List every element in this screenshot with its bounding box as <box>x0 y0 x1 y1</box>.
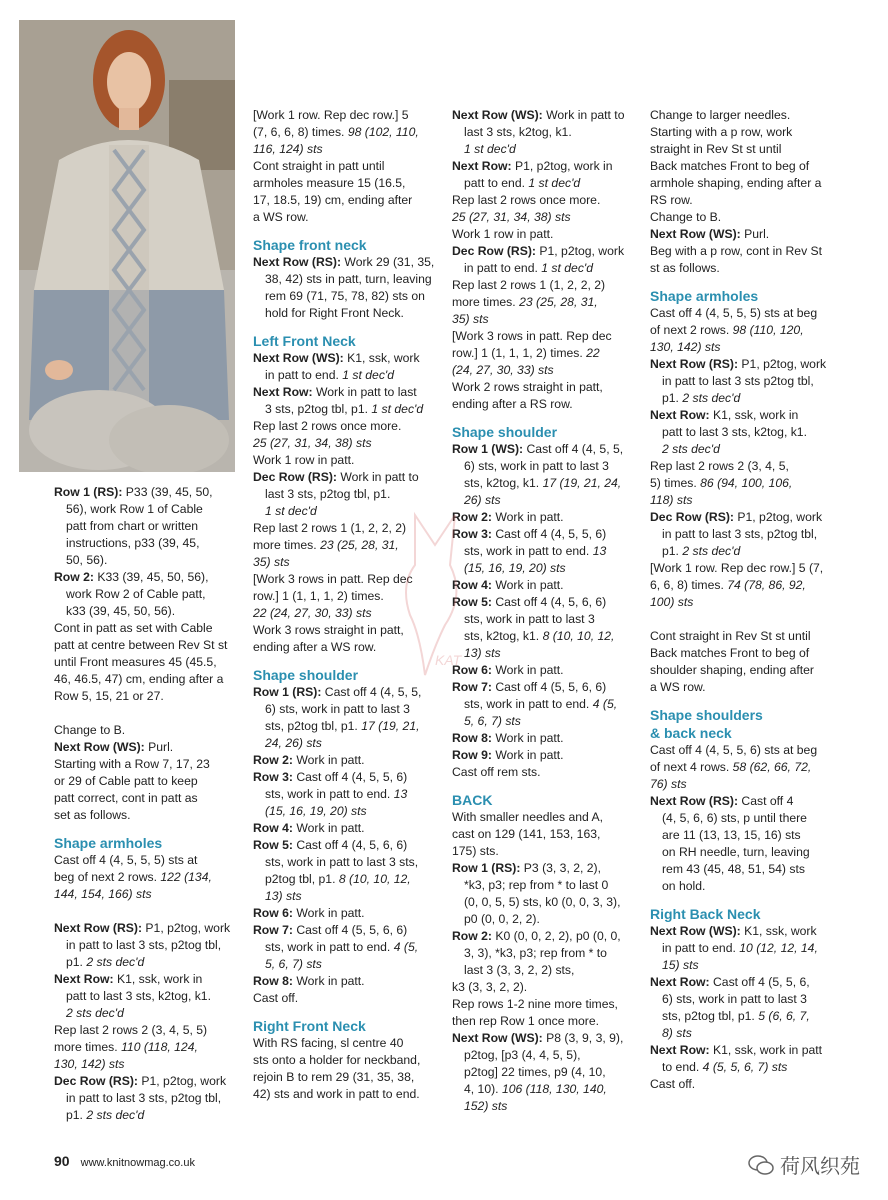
text: [Work 3 rows in patt. Rep dec <box>452 329 612 343</box>
text: Cont straight in patt until <box>253 159 385 173</box>
text: Work in patt. <box>495 748 564 762</box>
text: Back matches Front to beg of <box>650 159 810 173</box>
text: p2tog, [p3 (4, 4, 5, 5), <box>464 1048 581 1062</box>
text: p1. <box>66 955 83 969</box>
text: Work in patt. <box>296 753 365 767</box>
text: patt to last 3 sts, k2tog, k1. <box>66 989 211 1003</box>
column-4 <box>650 107 840 1093</box>
text: rem 69 (71, 75, 78, 82) sts on <box>265 289 425 303</box>
stitch-count: 8 (10, 10, 12, <box>338 872 411 886</box>
stitch-count: 2 sts dec'd <box>86 955 145 969</box>
stitch-count: 58 (62, 66, 72, <box>732 760 812 774</box>
row-label: Next Row: <box>650 408 710 422</box>
text: P1, p2tog, work <box>141 1074 227 1088</box>
stitch-count: 130, 142) sts <box>54 1057 125 1071</box>
text: in patt to end. <box>265 368 339 382</box>
row-label: Row 1 (RS): <box>452 861 521 875</box>
text: Work in patt. <box>495 510 564 524</box>
text: ending after a RS row. <box>452 397 573 411</box>
text: row.] 1 (1, 1, 1, 2) times. <box>253 589 384 603</box>
footer <box>54 1153 195 1169</box>
stitch-count: 17 (19, 21, 24, <box>542 476 622 490</box>
text: Change to B. <box>54 723 126 737</box>
text: cast on 129 (141, 153, 163, <box>452 827 601 841</box>
model-photo <box>19 20 235 472</box>
text: k3 (3, 3, 2, 2). <box>452 980 528 994</box>
text: K0 (0, 0, 2, 2), p0 (0, 0, <box>495 929 621 943</box>
row-label: Next Row: <box>253 385 313 399</box>
row-label: Next Row (WS): <box>54 740 145 754</box>
text: Work in patt to <box>546 108 625 122</box>
section-heading: Shape armholes <box>650 288 759 304</box>
text: Purl. <box>148 740 174 754</box>
text: (4, 5, 6, 6) sts, p until there <box>662 811 807 825</box>
section-heading: Shape shoulder <box>452 424 558 440</box>
text: Work 29 (31, 35, <box>344 255 435 269</box>
stitch-count: 2 sts dec'd <box>86 1108 145 1122</box>
text: With RS facing, sl centre 40 <box>253 1036 404 1050</box>
text: patt from chart or written <box>66 519 199 533</box>
text: 46, 46.5, 47) cm, ending after a <box>54 672 224 686</box>
stitch-count: 35) sts <box>452 312 489 326</box>
stitch-count: 10 (12, 12, 14, <box>739 941 818 955</box>
row-label: Next Row: <box>54 972 114 986</box>
text: Cast off 4 (4, 5, 6, 6) <box>495 595 607 609</box>
row-label: Next Row (WS): <box>452 108 543 122</box>
row-label: Next Row: <box>452 159 512 173</box>
text: Rep last 2 rows once more. <box>452 193 601 207</box>
text: 56), work Row 1 of Cable <box>66 502 203 516</box>
section-heading: Shape front neck <box>253 237 367 253</box>
text: 38, 42) sts in patt, turn, leaving <box>265 272 432 286</box>
text: 6) sts, work in patt to last 3 <box>265 702 410 716</box>
text: last 3 sts, p2tog tbl, p1. <box>265 487 391 501</box>
text: Rep last 2 rows 2 (3, 4, 5, 5) <box>54 1023 208 1037</box>
column-3 <box>452 107 642 1115</box>
text: Cast off 4 (5, 5, 6, <box>712 975 810 989</box>
stitch-count: 13 <box>592 544 607 558</box>
section-heading: Right Back Neck <box>650 906 761 922</box>
text: in patt to last 3 sts p2tog tbl, <box>662 374 814 388</box>
text: K1, ssk, work in patt <box>712 1043 823 1057</box>
text: p2tog] 22 times, p9 (4, 10, <box>464 1065 606 1079</box>
text: [Work 3 rows in patt. Rep dec <box>253 572 413 586</box>
text: shoulder shaping, ending after <box>650 663 814 677</box>
text: Rep last 2 rows 1 (1, 2, 2, 2) <box>253 521 407 535</box>
row-label: Next Row: <box>650 1043 710 1057</box>
text: straight in Rev St st until <box>650 142 782 156</box>
stitch-count: 130, 142) sts <box>650 340 721 354</box>
row-label: Row 7: <box>253 923 293 937</box>
text: 6) sts, work in patt to last 3 <box>464 459 609 473</box>
text: 17, 18.5, 19) cm, ending after <box>253 193 413 207</box>
text: patt to end. <box>464 176 525 190</box>
text: last 3 sts, k2tog, k1. <box>464 125 572 139</box>
text: sts, p2tog tbl, p1. <box>662 1009 755 1023</box>
stitch-count: 2 sts dec'd <box>682 391 741 405</box>
row-label: Row 9: <box>452 748 492 762</box>
text: Cast off rem sts. <box>452 765 541 779</box>
row-label: Dec Row (RS): <box>253 470 337 484</box>
text: Work in patt. <box>495 578 564 592</box>
text: P8 (3, 9, 3, 9), <box>546 1031 624 1045</box>
row-label: Row 2: <box>253 753 293 767</box>
stitch-count: 8 (10, 10, 12, <box>542 629 615 643</box>
text: sts, k2tog, k1. <box>464 629 540 643</box>
text: are 11 (13, 13, 15, 16) sts <box>662 828 801 842</box>
text: in patt to end. <box>662 941 736 955</box>
row-label: Next Row (WS): <box>452 1031 543 1045</box>
text: Change to larger needles. <box>650 108 791 122</box>
row-label: Row 2: <box>452 929 492 943</box>
stitch-count: 118) sts <box>650 493 693 507</box>
text: *k3, p3; rep from * to last 0 <box>464 878 609 892</box>
stitch-count: 98 (102, 110, <box>347 125 419 139</box>
text: sts, p2tog tbl, p1. <box>265 719 358 733</box>
text: 3, 3), *k3, p3; rep from * to <box>464 946 607 960</box>
text: Rep rows 1-2 nine more times, <box>452 997 618 1011</box>
text: Row 5, 15, 21 or 27. <box>54 689 164 703</box>
text: P1, p2tog, work in <box>514 159 613 173</box>
text: row.] 1 (1, 1, 1, 2) times. <box>452 346 583 360</box>
row-label: Next Row: <box>650 975 710 989</box>
text: Work 1 row in patt. <box>452 227 554 241</box>
text: sts, work in patt to end. <box>265 940 391 954</box>
text: Work in patt to <box>340 470 419 484</box>
text: Cast off 4 (5, 5, 6, 6) <box>495 680 607 694</box>
section-heading: BACK <box>452 792 493 808</box>
text: of next 2 rows. <box>650 323 730 337</box>
section-heading: Shape armholes <box>54 835 163 851</box>
text: P1, p2tog, work <box>737 510 823 524</box>
stitch-count: 2 sts dec'd <box>682 544 741 558</box>
text: instructions, p33 (39, 45, <box>66 536 200 550</box>
text: P1, p2tog, work <box>539 244 625 258</box>
stitch-count: 122 (134, <box>160 870 212 884</box>
text: Starting with a p row, work <box>650 125 793 139</box>
text: ending after a WS row. <box>253 640 377 654</box>
text: then rep Row 1 once more. <box>452 1014 600 1028</box>
stitch-count: 25 (27, 31, 34, 38) sts <box>452 210 571 224</box>
text: last 3 (3, 3, 2, 2) sts, <box>464 963 575 977</box>
stitch-count: 74 (78, 86, 92, <box>727 578 806 592</box>
text: Cont straight in Rev St st until <box>650 629 811 643</box>
stitch-count: 15) sts <box>662 958 699 972</box>
text: a WS row. <box>253 210 309 224</box>
text: or 29 of Cable patt to keep <box>54 774 198 788</box>
wechat-account-name: 荷风织苑 <box>780 1156 860 1178</box>
text: sts, work in patt to end. <box>464 697 590 711</box>
text: With smaller needles and A, <box>452 810 604 824</box>
text: in patt to last 3 sts, p2tog tbl, <box>662 527 818 541</box>
text: armholes measure 15 (16.5, <box>253 176 406 190</box>
text: Cast off 4 (4, 5, 5, <box>526 442 624 456</box>
text: Work in patt. <box>296 821 365 835</box>
row-label: Next Row (RS): <box>650 357 739 371</box>
row-label: Next Row (WS): <box>650 924 741 938</box>
text: p1. <box>662 544 679 558</box>
stitch-count: 152) sts <box>464 1099 508 1113</box>
text: p0 (0, 0, 2, 2). <box>464 912 540 926</box>
row-label: Dec Row (RS): <box>452 244 536 258</box>
row-label: Row 1 (WS): <box>452 442 524 456</box>
stitch-count: 5 (6, 6, 7, <box>758 1009 810 1023</box>
stitch-count: 2 sts dec'd <box>662 442 720 456</box>
text: more times. <box>452 295 516 309</box>
stitch-count: 5, 6, 7) sts <box>265 957 322 971</box>
stitch-count: 13) sts <box>265 889 302 903</box>
text: Back matches Front to beg of <box>650 646 810 660</box>
row-label: Row 5: <box>253 838 293 852</box>
text: P3 (3, 3, 2, 2), <box>523 861 602 875</box>
text: more times. <box>54 1040 118 1054</box>
page-number: 90 <box>54 1153 70 1169</box>
text: Cast off 4 (4, 5, 5, 6) sts at beg <box>650 743 818 757</box>
stitch-count: 4 (5, <box>393 940 419 954</box>
stitch-count: 98 (110, 120, <box>732 323 804 337</box>
stitch-count: 76) sts <box>650 777 687 791</box>
stitch-count: 17 (19, 21, <box>361 719 420 733</box>
stitch-count: 5, 6, 7) sts <box>464 714 521 728</box>
section-heading: Right Front Neck <box>253 1018 366 1034</box>
text: Work in patt. <box>495 663 564 677</box>
text: sts, work in patt to last 3 sts, <box>265 855 419 869</box>
text: work Row 2 of Cable patt, <box>66 587 206 601</box>
row-label: Row 3: <box>253 770 293 784</box>
section-heading: Shape shoulder <box>253 667 359 683</box>
stitch-count: 13) sts <box>464 646 501 660</box>
stitch-count: 1 st dec'd <box>528 176 581 190</box>
text: sts, work in patt to end. <box>464 544 590 558</box>
text: of next 4 rows. <box>650 760 730 774</box>
text: 6, 6, 8) times. <box>650 578 724 592</box>
text: Rep last 2 rows 2 (3, 4, 5, <box>650 459 789 473</box>
row-label: Dec Row (RS): <box>54 1074 138 1088</box>
text: Cont in patt as set with Cable <box>54 621 213 635</box>
stitch-count: 86 (94, 100, 106, <box>700 476 793 490</box>
text: Work in patt. <box>296 974 365 988</box>
text: P33 (39, 45, 50, <box>125 485 213 499</box>
wechat-icon <box>748 1154 774 1176</box>
stitch-count: 22 <box>586 346 600 360</box>
stitch-count: 22 (24, 27, 30, 33) sts <box>253 606 372 620</box>
text: Work 1 row in patt. <box>253 453 355 467</box>
row-label: Row 4: <box>452 578 492 592</box>
row-label: Dec Row (RS): <box>650 510 734 524</box>
row-label: Row 6: <box>452 663 492 677</box>
stitch-count: 23 (25, 28, 31, <box>320 538 399 552</box>
text: on RH needle, turn, leaving <box>662 845 810 859</box>
text: in patt to end. <box>464 261 538 275</box>
text: sts, k2tog, k1. <box>464 476 540 490</box>
wechat-badge <box>748 1150 860 1179</box>
text: Cast off 4 (4, 5, 5, 5) sts at <box>54 853 198 867</box>
text: Rep last 2 rows 1 (1, 2, 2, 2) <box>452 278 606 292</box>
stitch-count: 1 st dec'd <box>541 261 594 275</box>
text: until Front measures 45 (45.5, <box>54 655 217 669</box>
text: sts onto a holder for neckband, <box>253 1053 421 1067</box>
text: Work 2 rows straight in patt, <box>452 380 603 394</box>
stitch-count: 8) sts <box>662 1026 692 1040</box>
column-1 <box>54 484 240 1124</box>
row-label: Row 1 (RS): <box>253 685 322 699</box>
text: patt at centre between Rev St st <box>54 638 228 652</box>
stitch-count: 100) sts <box>650 595 694 609</box>
stitch-count: 23 (25, 28, 31, <box>519 295 598 309</box>
text: armhole shaping, ending after a <box>650 176 822 190</box>
text: st as follows. <box>650 261 720 275</box>
text: Change to B. <box>650 210 722 224</box>
text: p2tog tbl, p1. <box>265 872 336 886</box>
text: a WS row. <box>650 680 706 694</box>
row-label: Row 4: <box>253 821 293 835</box>
text: k33 (39, 45, 50, 56). <box>66 604 176 618</box>
text: rem 43 (45, 48, 51, 54) sts <box>662 862 805 876</box>
row-label: Row 1 (RS): <box>54 485 123 499</box>
text: K1, ssk, work <box>347 351 420 365</box>
text: Work 3 rows straight in patt, <box>253 623 404 637</box>
text: Work in patt to last <box>315 385 417 399</box>
section-heading: & back neck <box>650 725 732 741</box>
row-label: Row 5: <box>452 595 492 609</box>
row-label: Row 8: <box>253 974 293 988</box>
stitch-count: 2 sts dec'd <box>66 1006 124 1020</box>
text: P1, p2tog, work <box>145 921 231 935</box>
text: Cast off 4 <box>741 794 794 808</box>
text: rejoin B to rem 29 (31, 35, 38, <box>253 1070 415 1084</box>
text: Cast off. <box>253 991 299 1005</box>
stitch-count: 24, 26) sts <box>265 736 322 750</box>
text: 42) sts and work in patt to end. <box>253 1087 420 1101</box>
text: 175) sts. <box>452 844 499 858</box>
text: Cast off 4 (4, 5, 5, 6) <box>296 770 408 784</box>
row-label: Row 6: <box>253 906 293 920</box>
text: Cast off 4 (5, 5, 6, 6) <box>296 923 408 937</box>
stitch-count: 4 (5, <box>592 697 618 711</box>
text: Cast off 4 (4, 5, 5, 5) sts at beg <box>650 306 818 320</box>
row-label: Next Row (RS): <box>650 794 739 808</box>
section-heading: Shape shoulders <box>650 707 763 723</box>
stitch-count: 25 (27, 31, 34, 38) sts <box>253 436 372 450</box>
stitch-count: 110 (118, 124, <box>121 1040 198 1054</box>
row-label: Row 2: <box>54 570 94 584</box>
text: Cast off 4 (4, 5, 6, 6) <box>296 838 408 852</box>
stitch-count: 26) sts <box>464 493 501 507</box>
text: Cast off. <box>650 1077 696 1091</box>
text: p1. <box>662 391 679 405</box>
text: sts, work in patt to last 3 <box>464 612 595 626</box>
text: RS row. <box>650 193 693 207</box>
row-label: Row 7: <box>452 680 492 694</box>
text: Beg with a p row, cont in Rev St <box>650 244 823 258</box>
row-label: Next Row (RS): <box>253 255 342 269</box>
stitch-count: 1 st dec'd <box>371 402 424 416</box>
stitch-count: 4 (5, 5, 6, 7) sts <box>702 1060 788 1074</box>
row-label: Next Row (WS): <box>650 227 741 241</box>
text: Purl. <box>744 227 770 241</box>
stitch-count: 1 st dec'd <box>265 504 317 518</box>
text: sts, work in patt to end. <box>265 787 391 801</box>
stitch-count: 13 <box>393 787 408 801</box>
text: Cast off 4 (4, 5, 5, 6) <box>495 527 607 541</box>
text: Work in patt. <box>495 731 564 745</box>
row-label: Next Row (WS): <box>253 351 344 365</box>
text: 5) times. <box>650 476 697 490</box>
row-label: Row 2: <box>452 510 492 524</box>
row-label: Row 8: <box>452 731 492 745</box>
text: more times. <box>253 538 317 552</box>
text: Work in patt. <box>296 906 365 920</box>
text: (7, 6, 6, 8) times. <box>253 125 345 139</box>
text: hold for Right Front Neck. <box>265 306 404 320</box>
text: on hold. <box>662 879 706 893</box>
row-label: Row 3: <box>452 527 492 541</box>
stitch-count: 106 (118, 130, 140, <box>501 1082 607 1096</box>
watermark-logo <box>395 505 475 690</box>
text: K33 (39, 45, 50, 56), <box>97 570 209 584</box>
text: K1, ssk, work in <box>712 408 799 422</box>
text: beg of next 2 rows. <box>54 870 157 884</box>
text: to end. <box>662 1060 700 1074</box>
stitch-count: 1 st dec'd <box>342 368 395 382</box>
stitch-count: (15, 16, 19, 20) sts <box>464 561 566 575</box>
footer-url[interactable]: www.knitnowmag.co.uk <box>80 1157 195 1169</box>
text: 50, 56). <box>66 553 108 567</box>
text: K1, ssk, work <box>744 924 817 938</box>
text: in patt to last 3 sts, p2tog tbl, <box>66 1091 222 1105</box>
stitch-count: (24, 27, 30, 33) sts <box>452 363 554 377</box>
stitch-count: (15, 16, 19, 20) sts <box>265 804 367 818</box>
stitch-count: 1 st dec'd <box>464 142 516 156</box>
text: 3 sts, p2tog tbl, p1. <box>265 402 368 416</box>
text: p1. <box>66 1108 83 1122</box>
text: K1, ssk, work in <box>116 972 203 986</box>
text: patt correct, cont in patt as <box>54 791 198 805</box>
text: P1, p2tog, work <box>741 357 827 371</box>
stitch-count: 116, 124) sts <box>253 142 323 156</box>
text: (0, 0, 5, 5) sts, k0 (0, 0, 3, 3), <box>464 895 621 909</box>
text: in patt to last 3 sts, p2tog tbl, <box>66 938 222 952</box>
stitch-count: 35) sts <box>253 555 290 569</box>
stitch-count: 144, 154, 166) sts <box>54 887 152 901</box>
text: [Work 1 row. Rep dec row.] 5 (7, <box>650 561 824 575</box>
section-heading: Left Front Neck <box>253 333 356 349</box>
text: Cast off 4 (4, 5, 5, <box>324 685 422 699</box>
text: set as follows. <box>54 808 131 822</box>
text: 6) sts, work in patt to last 3 <box>662 992 807 1006</box>
text: [Work 1 row. Rep dec row.] 5 <box>253 108 409 122</box>
text: Rep last 2 rows once more. <box>253 419 402 433</box>
text: Starting with a Row 7, 17, 23 <box>54 757 210 771</box>
text: patt to last 3 sts, k2tog, k1. <box>662 425 807 439</box>
row-label: Next Row (RS): <box>54 921 143 935</box>
watermark-text: KAT <box>435 652 462 668</box>
text: 4, 10). <box>464 1082 499 1096</box>
